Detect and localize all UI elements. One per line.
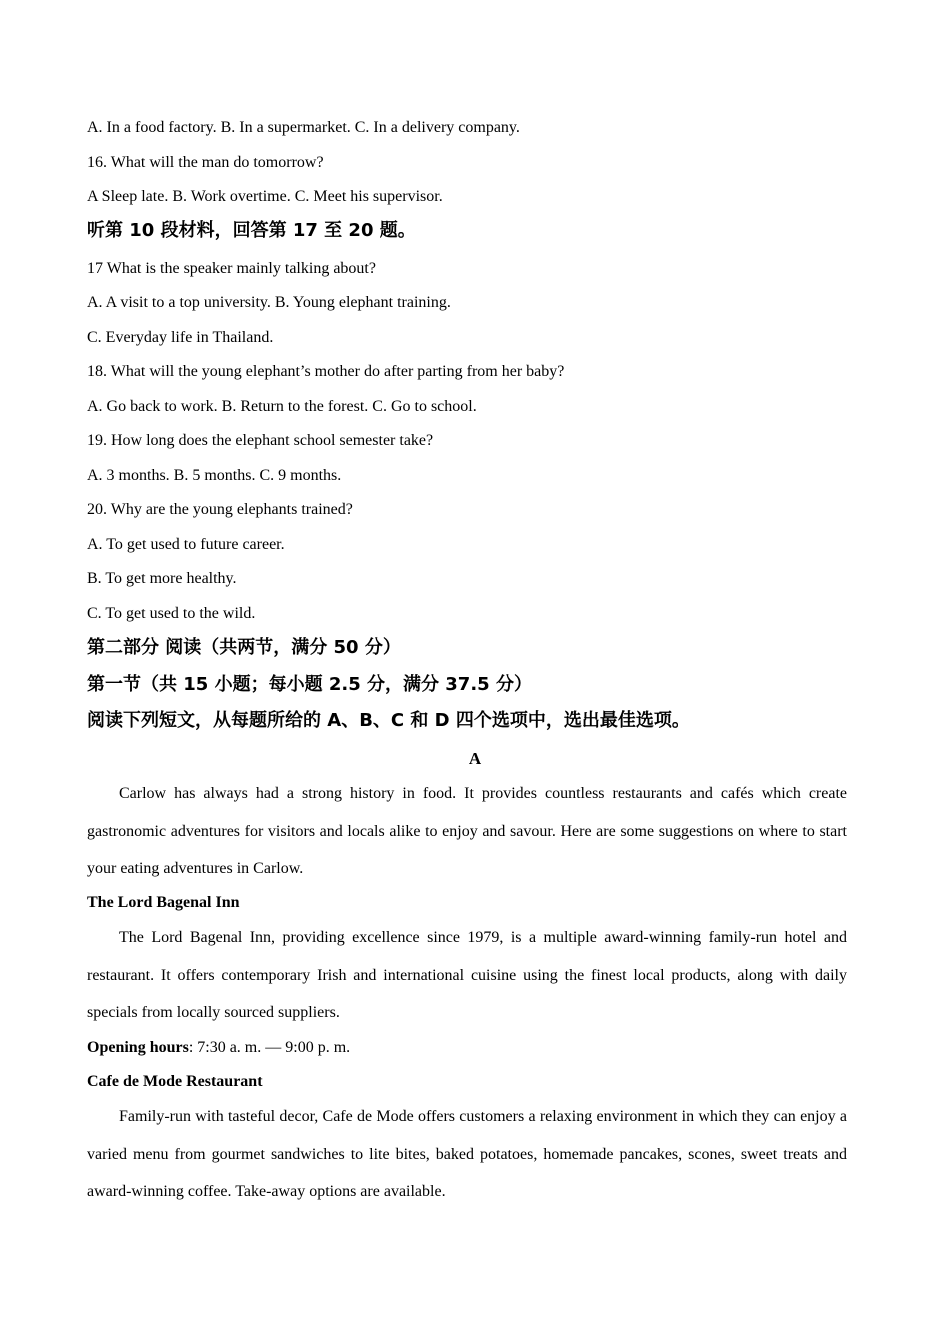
opening-hours: [87, 1038, 350, 1058]
q20-option-c: C. To get used to the wild.: [87, 605, 256, 622]
q20-option-b: B. To get more healthy.: [87, 570, 237, 587]
cafe-title: Cafe de Mode Restaurant: [87, 1073, 263, 1090]
q19-options: A. 3 months. B. 5 months. C. 9 months.: [87, 467, 342, 484]
opening-hours-value: : 7:30 a. m. — 9:00 p. m.: [188, 1039, 351, 1056]
passage-label: A: [468, 749, 482, 768]
q17-options-line2: C. Everyday life in Thailand.: [87, 329, 274, 346]
cafe-text: Family-run with tasteful decor, Cafe de Mode offers customers a relaxing environment in which they can enjoy a varied menu from gourmet sandwiches to lite bites, baked potatoes, homemade pancakes, scones, sweet treats and award-winning coffee. Take-away options are available.: [87, 1108, 847, 1200]
q15-options: A. In a food factory. B. In a supermarket. C. In a delivery company.: [87, 119, 520, 136]
q16-question: 16. What will the man do tomorrow?: [87, 154, 324, 171]
q17-question: 17 What is the speaker mainly talking about?: [87, 260, 376, 277]
part2-title: 第二部分 阅读（共两节，满分 50 分）: [87, 637, 401, 658]
q18-question: 18. What will the young elephant’s mother do after parting from her baby?: [87, 363, 565, 380]
q17-options-line1: A. A visit to a top university. B. Young elephant training.: [87, 294, 451, 311]
q20-option-a: A. To get used to future career.: [87, 536, 285, 553]
opening-hours-label: Opening hours: [87, 1039, 189, 1056]
inn-text: The Lord Bagenal Inn, providing excellence since 1979, is a multiple award-winning family-run hotel and restaurant. It offers contemporary Irish and international cuisine using the finest local products, along with daily specials from locally sourced suppliers.: [87, 929, 847, 1021]
inn-title: The Lord Bagenal Inn: [87, 894, 240, 911]
q16-options: A Sleep late. B. Work overtime. C. Meet his supervisor.: [87, 188, 443, 205]
q18-options: A. Go back to work. B. Return to the forest. C. Go to school.: [87, 398, 477, 415]
q20-question: 20. Why are the young elephants trained?: [87, 501, 353, 518]
q19-question: 19. How long does the elephant school semester take?: [87, 432, 434, 449]
part2-section1: 第一节（共 15 小题；每小题 2.5 分，满分 37.5 分）: [87, 674, 532, 695]
section10-heading: 听第 10 段材料，回答第 17 至 20 题。: [87, 220, 416, 241]
passage-intro: Carlow has always had a strong history in food. It provides countless restaurants and cafés which create gastronomic adventures for visitors and locals alike to enjoy and savour. Here are some suggestions on where to start your eating adventures in Carlow.: [87, 785, 847, 877]
part2-instructions: 阅读下列短文，从每题所给的 A、B、C 和 D 四个选项中，选出最佳选项。: [87, 710, 690, 731]
